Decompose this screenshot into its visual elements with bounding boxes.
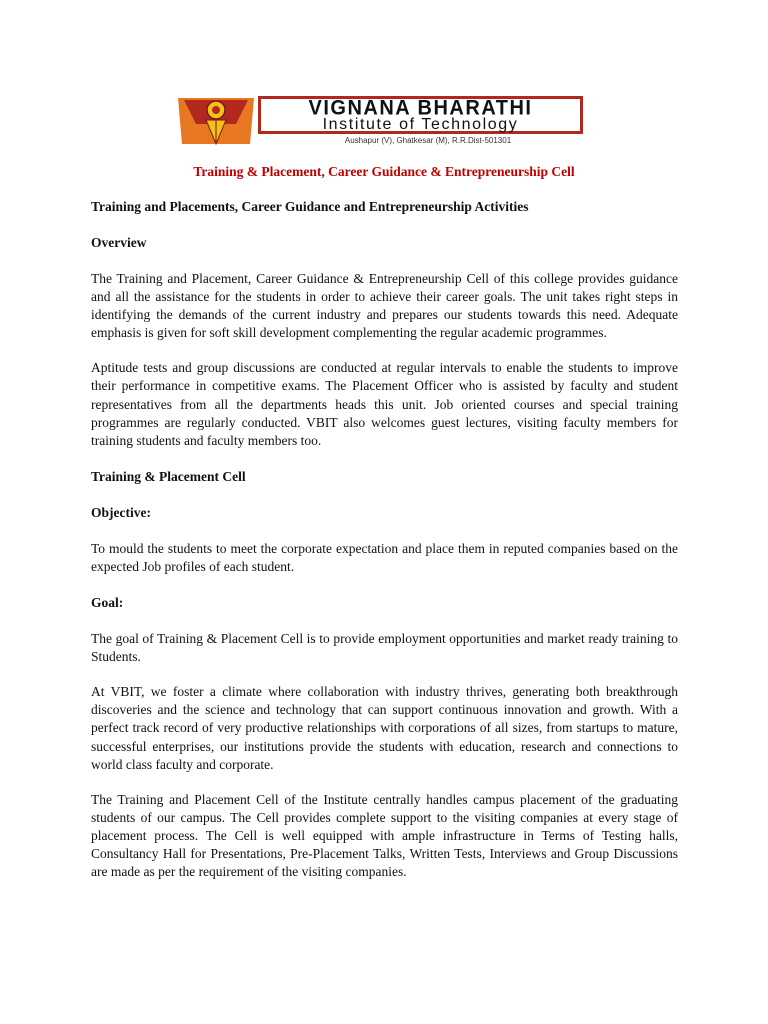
overview-paragraph-2: Aptitude tests and group discussions are conducted at regular intervals to enable the students to improve their performance in competitive exams. The Placement Officer who is assisted by faculty and student representatives from all the departments heads this unit. Job oriented courses and special training programmes are regularly conducted. VBIT also welcomes guest lectures, visiting faculty members for training students and faculty members too. [91, 360, 678, 448]
tpc-heading: Training & Placement Cell [91, 468, 246, 484]
goal-paragraph: The goal of Training & Placement Cell is to provide employment opportunities and market ready training to Students. [91, 631, 678, 665]
cell-title: Training & Placement, Career Guidance & Entrepreneurship Cell [193, 164, 575, 179]
logo-name-box [258, 96, 583, 134]
logo-address: Aushapur (V), Ghatkesar (M), R.R.Dist-501301 [344, 136, 512, 145]
document-body [91, 198, 678, 881]
emblem-icon [176, 94, 256, 148]
overview-paragraph-1: The Training and Placement, Career Guidance & Entrepreneurship Cell of this college provides guidance and all the assistance for the students in order to achieve their career goals. The unit takes right steps in identifying the demands of the current industry and prepares our students towards this need. Adequate emphasis is given for soft skill development complementing the regular academic programmes. [91, 271, 678, 341]
goal-heading: Goal: [91, 595, 124, 611]
logo-college-name: VIGNANA BHARATHI [308, 96, 533, 120]
overview-heading: Overview [91, 235, 147, 250]
placement-cell-paragraph: The Training and Placement Cell of the Institute centrally handles campus placement of the graduating students of our campus. The Cell provides complete support to the visiting companies at every stage of placement process. The Cell is well equipped with ample infrastructure in Terms of Testing halls, Consultancy Hall for Presentations, Pre-Placement Talks, Written Tests, Interviews and Group Discussions are made as per the requirement of the visiting companies. [91, 791, 678, 880]
vbit-paragraph: At VBIT, we foster a climate where collaboration with industry thrives, generating both breakthrough discoveries and the science and technology that can support continuous innovation and growth. With a perfect track record of very productive relationships with corporations of all sizes, from startups to mature, successful enterprises, our institutions provide the students with education, research and connections to world class faculty and corporate. [91, 684, 678, 772]
objective-paragraph: To mould the students to meet the corporate expectation and place them in reputed companies based on the expected Job profiles of each student. [91, 540, 678, 574]
objective-heading: Objective: [91, 504, 151, 520]
logo-institute-name: Institute of Technology [322, 116, 519, 133]
college-logo [176, 94, 586, 148]
main-heading: Training and Placements, Career Guidance and Entrepreneurship Activities [91, 199, 529, 214]
